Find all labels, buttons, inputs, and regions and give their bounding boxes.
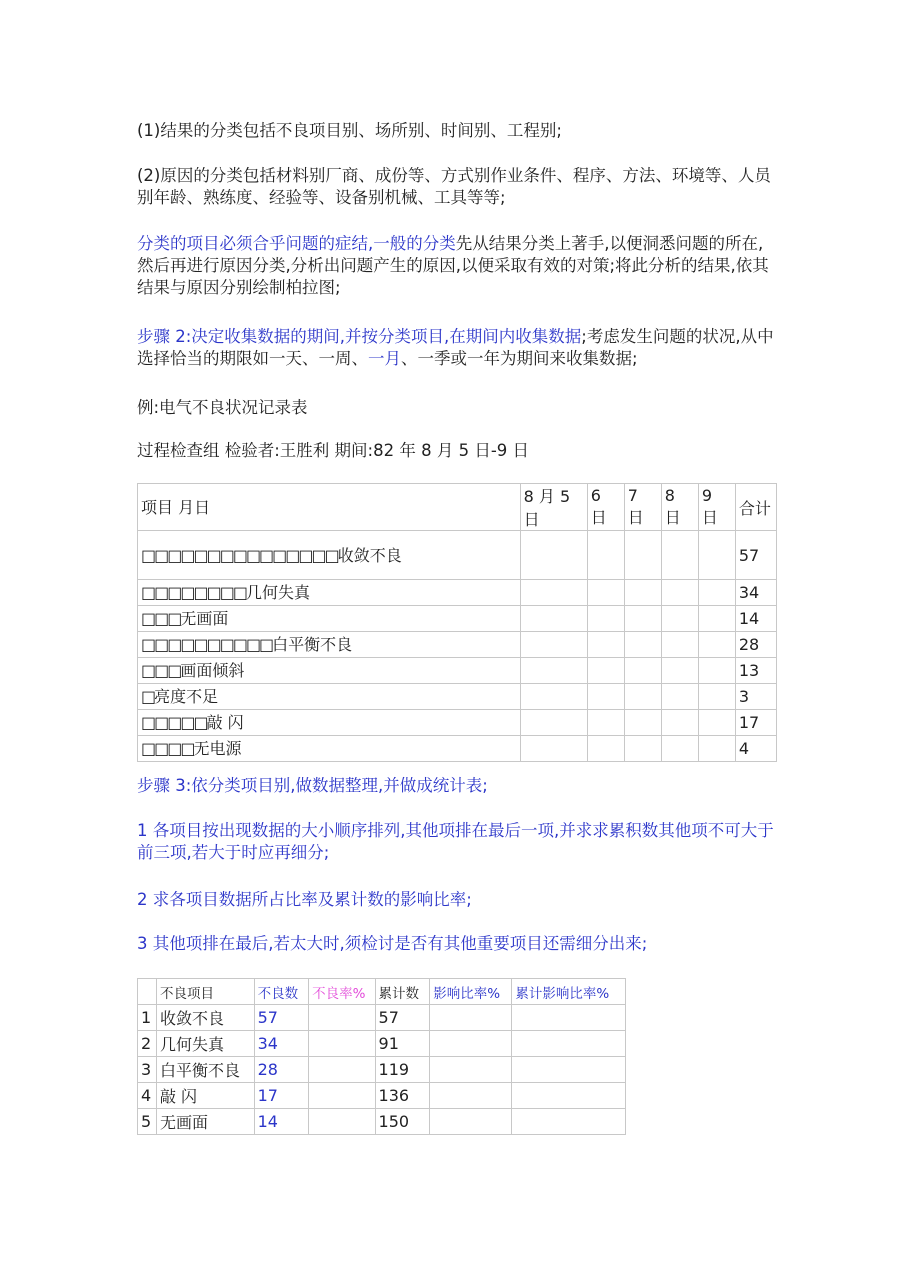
item-label: 几何失真: [245, 583, 310, 602]
body-text: ;考虑发生问题的状况,从中选择恰当的期限如一天、一周、: [137, 327, 774, 368]
day-cell: [624, 632, 661, 658]
day-cell: [698, 684, 735, 710]
highlight-text: 一月: [368, 349, 401, 368]
tally-marks: □□□□□□□□: [141, 583, 246, 602]
day-cell: [624, 710, 661, 736]
table-row: [138, 580, 777, 606]
table-header-row: [138, 979, 626, 1005]
item-label: 白平衡不良: [272, 635, 353, 654]
day-cell: [624, 531, 661, 580]
day-cell: [624, 736, 661, 762]
day-cell: [698, 632, 735, 658]
rate-cell: [309, 1057, 375, 1083]
cumulative-impact-cell: [512, 1109, 626, 1135]
cumulative-cell: 91: [375, 1031, 430, 1057]
header-day: 9 日: [698, 484, 735, 531]
cumulative-impact-cell: [512, 1005, 626, 1031]
row-index: 1: [138, 1005, 157, 1031]
header-cumulative-impact-rate: 累计影响比率%: [512, 979, 626, 1005]
item-label: 无电源: [193, 739, 242, 758]
row-index: 5: [138, 1109, 157, 1135]
paragraph-rule-2: 2 求各项目数据所占比率及累计数的影响比率;: [137, 890, 472, 909]
impact-cell: [430, 1109, 512, 1135]
tally-marks: □□□□□: [141, 713, 207, 732]
day-cell: [661, 606, 698, 632]
total-cell: 13: [735, 658, 776, 684]
day-cell: [661, 710, 698, 736]
rate-cell: [309, 1005, 375, 1031]
item-cell: 无画面: [156, 1109, 254, 1135]
item-label: 敲 闪: [206, 713, 244, 732]
day-cell: [587, 580, 624, 606]
tally-marks: □: [141, 687, 155, 706]
day-cell: [698, 710, 735, 736]
body-text: 、一季或一年为期间来收集数据;: [401, 349, 638, 368]
day-cell: [698, 606, 735, 632]
table-row: [138, 710, 777, 736]
count-cell: 14: [254, 1109, 309, 1135]
header-day: 8 日: [661, 484, 698, 531]
day-cell: [520, 632, 587, 658]
item-cell: [138, 632, 521, 658]
table-row: [138, 531, 777, 580]
total-cell: 17: [735, 710, 776, 736]
day-cell: [624, 658, 661, 684]
item-cell: [138, 606, 521, 632]
paragraph-result-classification: (1)结果的分类包括不良项目别、场所别、时间别、工程别;: [137, 121, 562, 140]
day-cell: [520, 606, 587, 632]
cumulative-cell: 150: [375, 1109, 430, 1135]
defect-record-table: [137, 483, 777, 762]
total-cell: 4: [735, 736, 776, 762]
day-cell: [698, 736, 735, 762]
day-cell: [698, 658, 735, 684]
total-cell: 28: [735, 632, 776, 658]
tally-marks: □□□□□□□□□□: [141, 635, 273, 654]
item-cell: 几何失真: [156, 1031, 254, 1057]
day-cell: [624, 580, 661, 606]
paragraph-classification-method: [137, 233, 777, 299]
impact-cell: [430, 1083, 512, 1109]
table-row: [138, 632, 777, 658]
table-row: [138, 1109, 626, 1135]
day-cell: [520, 736, 587, 762]
item-cell: [138, 684, 521, 710]
day-cell: [587, 684, 624, 710]
step-2-heading: 步骤 2:决定收集数据的期间,并按分类项目,在期间内收集数据: [137, 327, 582, 346]
table-row: [138, 1057, 626, 1083]
header-index: [138, 979, 157, 1005]
total-cell: 3: [735, 684, 776, 710]
paragraph-step-2: [137, 326, 777, 370]
item-label: 亮度不足: [154, 687, 219, 706]
day-cell: [587, 710, 624, 736]
table-row: [138, 684, 777, 710]
impact-cell: [430, 1031, 512, 1057]
statistics-table: [137, 978, 626, 1135]
count-cell: 28: [254, 1057, 309, 1083]
inspection-info: 过程检查组 检验者:王胜利 期间:82 年 8 月 5 日-9 日: [137, 441, 530, 460]
row-index: 3: [138, 1057, 157, 1083]
cumulative-cell: 136: [375, 1083, 430, 1109]
table-row: [138, 1005, 626, 1031]
count-cell: 34: [254, 1031, 309, 1057]
tally-marks: □□□□: [141, 739, 194, 758]
item-cell: [138, 710, 521, 736]
highlight-text: 分类的项目必须合乎问题的症结,一般的分类: [137, 234, 456, 253]
table-row: [138, 1031, 626, 1057]
item-label: 画面倾斜: [180, 661, 245, 680]
day-cell: [661, 736, 698, 762]
day-cell: [520, 684, 587, 710]
day-cell: [624, 684, 661, 710]
count-cell: 57: [254, 1005, 309, 1031]
day-cell: [587, 531, 624, 580]
total-cell: 34: [735, 580, 776, 606]
table-caption: 例:电气不良状况记录表: [137, 398, 308, 417]
day-cell: [520, 580, 587, 606]
table-row: [138, 606, 777, 632]
header-defect-count: 不良数: [254, 979, 309, 1005]
tally-marks: □□□□□□□□□□□□□□□: [141, 545, 338, 565]
item-cell: 敲 闪: [156, 1083, 254, 1109]
impact-cell: [430, 1057, 512, 1083]
day-cell: [587, 736, 624, 762]
paragraph-rule-3: 3 其他项排在最后,若太大时,须检讨是否有其他重要项目还需细分出来;: [137, 934, 648, 953]
table-row: [138, 736, 777, 762]
rate-cell: [309, 1083, 375, 1109]
item-cell: [138, 736, 521, 762]
day-cell: [661, 531, 698, 580]
day-cell: [624, 606, 661, 632]
cumulative-cell: 119: [375, 1057, 430, 1083]
item-cell: [138, 580, 521, 606]
tally-marks: □□□: [141, 661, 181, 680]
total-cell: 14: [735, 606, 776, 632]
row-index: 2: [138, 1031, 157, 1057]
item-cell: 收敛不良: [156, 1005, 254, 1031]
item-cell: [138, 658, 521, 684]
rate-cell: [309, 1031, 375, 1057]
impact-cell: [430, 1005, 512, 1031]
header-cumulative: 累计数: [375, 979, 430, 1005]
day-cell: [661, 684, 698, 710]
rate-cell: [309, 1109, 375, 1135]
header-total: 合计: [735, 484, 776, 531]
item-cell: [138, 531, 521, 580]
day-cell: [661, 632, 698, 658]
item-label: 无画面: [180, 609, 229, 628]
table-header-row: [138, 484, 777, 531]
count-cell: 17: [254, 1083, 309, 1109]
paragraph-cause-classification: (2)原因的分类包括材料别厂商、成份等、方式别作业条件、程序、方法、环境等、人员别年龄、熟练度、经验等、设备别机械、工具等等;: [137, 166, 771, 207]
table-row: [138, 1083, 626, 1109]
item-label: 收敛不良: [337, 545, 402, 565]
table-row: [138, 658, 777, 684]
cumulative-impact-cell: [512, 1031, 626, 1057]
total-cell: 57: [735, 531, 776, 580]
paragraph-rule-1: 1 各项目按出现数据的大小顺序排列,其他项排在最后一项,并求求累积数其他项不可大于前三项,若大于时应再细分;: [137, 821, 774, 862]
day-cell: [661, 658, 698, 684]
row-index: 4: [138, 1083, 157, 1109]
day-cell: [520, 710, 587, 736]
day-cell: [698, 580, 735, 606]
cumulative-cell: 57: [375, 1005, 430, 1031]
header-item-date: 项目 月日: [138, 484, 521, 531]
day-cell: [520, 531, 587, 580]
header-day: 7 日: [624, 484, 661, 531]
tally-marks: □□□: [141, 609, 181, 628]
header-impact-rate: 影响比率%: [430, 979, 512, 1005]
day-cell: [587, 606, 624, 632]
day-cell: [698, 531, 735, 580]
item-cell: 白平衡不良: [156, 1057, 254, 1083]
day-cell: [587, 658, 624, 684]
day-cell: [661, 580, 698, 606]
header-defect-rate: 不良率%: [309, 979, 375, 1005]
header-day: 6 日: [587, 484, 624, 531]
day-cell: [587, 632, 624, 658]
header-day: 8 月 5 日: [520, 484, 587, 531]
cumulative-impact-cell: [512, 1083, 626, 1109]
cumulative-impact-cell: [512, 1057, 626, 1083]
paragraph-step-3: 步骤 3:依分类项目别,做数据整理,并做成统计表;: [137, 776, 488, 795]
body-text: 先从结果分类上著手,以便洞悉问题的所在,然后再进行原因分类,分析出问题产生的原因,以便采取有效的对策;将此分析的结果,依其结果与原因分别绘制柏拉图;: [137, 234, 769, 297]
day-cell: [520, 658, 587, 684]
header-item: 不良项目: [156, 979, 254, 1005]
